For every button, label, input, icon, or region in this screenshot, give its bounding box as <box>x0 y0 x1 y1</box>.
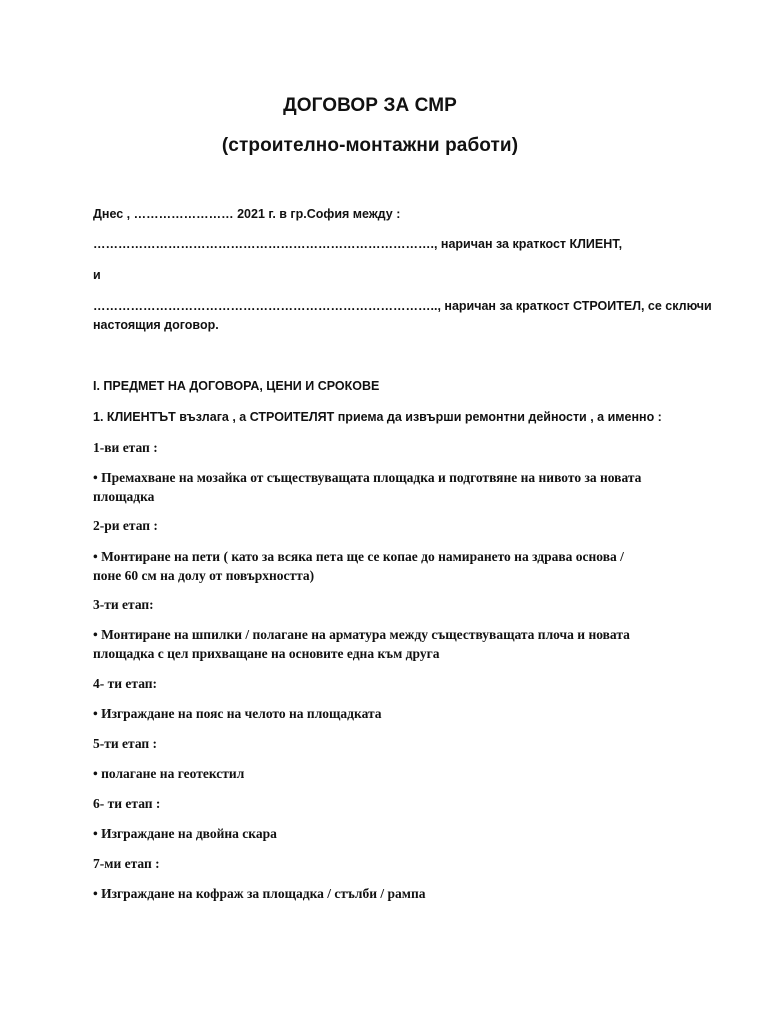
document-subtitle: (строително-монтажни работи) <box>221 135 519 156</box>
stage-bullet: • Изграждане на пояс на челото на площадката <box>93 706 382 721</box>
and-line: и <box>93 268 101 282</box>
stage-label: 4- ти етап: <box>93 676 158 691</box>
stage-label: 7-ми етап : <box>93 856 160 871</box>
stage-bullet: • полагане на геотекстил <box>93 766 245 781</box>
stage-bullet: • Монтиране на пети ( като за всяка пета ще се копае до намирането на здрава основа / <box>93 549 624 564</box>
stage-label: 5-ти етап : <box>93 736 158 751</box>
stage-bullet: • Монтиране на шпилки / полагане на арматура между съществуващата плоча и новата <box>93 627 630 642</box>
stage-label: 1-ви етап : <box>93 440 158 455</box>
stage-label: 3-ти етап: <box>93 597 154 612</box>
stage-bullet: • Изграждане на кофраж за площадка / стълби / рампа <box>93 886 426 901</box>
stage-bullet-cont: площадка <box>93 489 155 504</box>
stage-bullet-cont: поне 60 см на долу от повърхността) <box>93 568 315 583</box>
stage-label: 2-ри етап : <box>93 518 158 533</box>
stage-label: 6- ти етап : <box>93 796 161 811</box>
stage-bullet: • Изграждане на двойна скара <box>93 826 277 841</box>
document-title: ДОГОВОР ЗА СМР <box>283 95 457 116</box>
date-line: Днес , …………………… 2021 г. в гр.София между : <box>93 207 401 221</box>
client-line: ………………………………………………………………………., наричан за краткост КЛИЕНТ, <box>93 237 623 251</box>
builder-line: ……………………………………………………………………….., наричан за краткост СТРОИТЕЛ, се сключи <box>93 299 712 313</box>
builder-line-cont: настоящия договор. <box>93 318 219 332</box>
stage-bullet: • Премахване на мозайка от съществуващата площадка и подготвяне на нивото за новата <box>93 470 642 485</box>
point-1: 1. КЛИЕНТЪТ възлага , а СТРОИТЕЛЯТ приема да извърши ремонтни дейности , а именно : <box>93 410 662 424</box>
stage-bullet-cont: площадка с цел прихващане на основите една към друга <box>93 646 440 661</box>
section-heading: I. ПРЕДМЕТ НА ДОГОВОРА, ЦЕНИ И СРОКОВЕ <box>93 379 380 393</box>
